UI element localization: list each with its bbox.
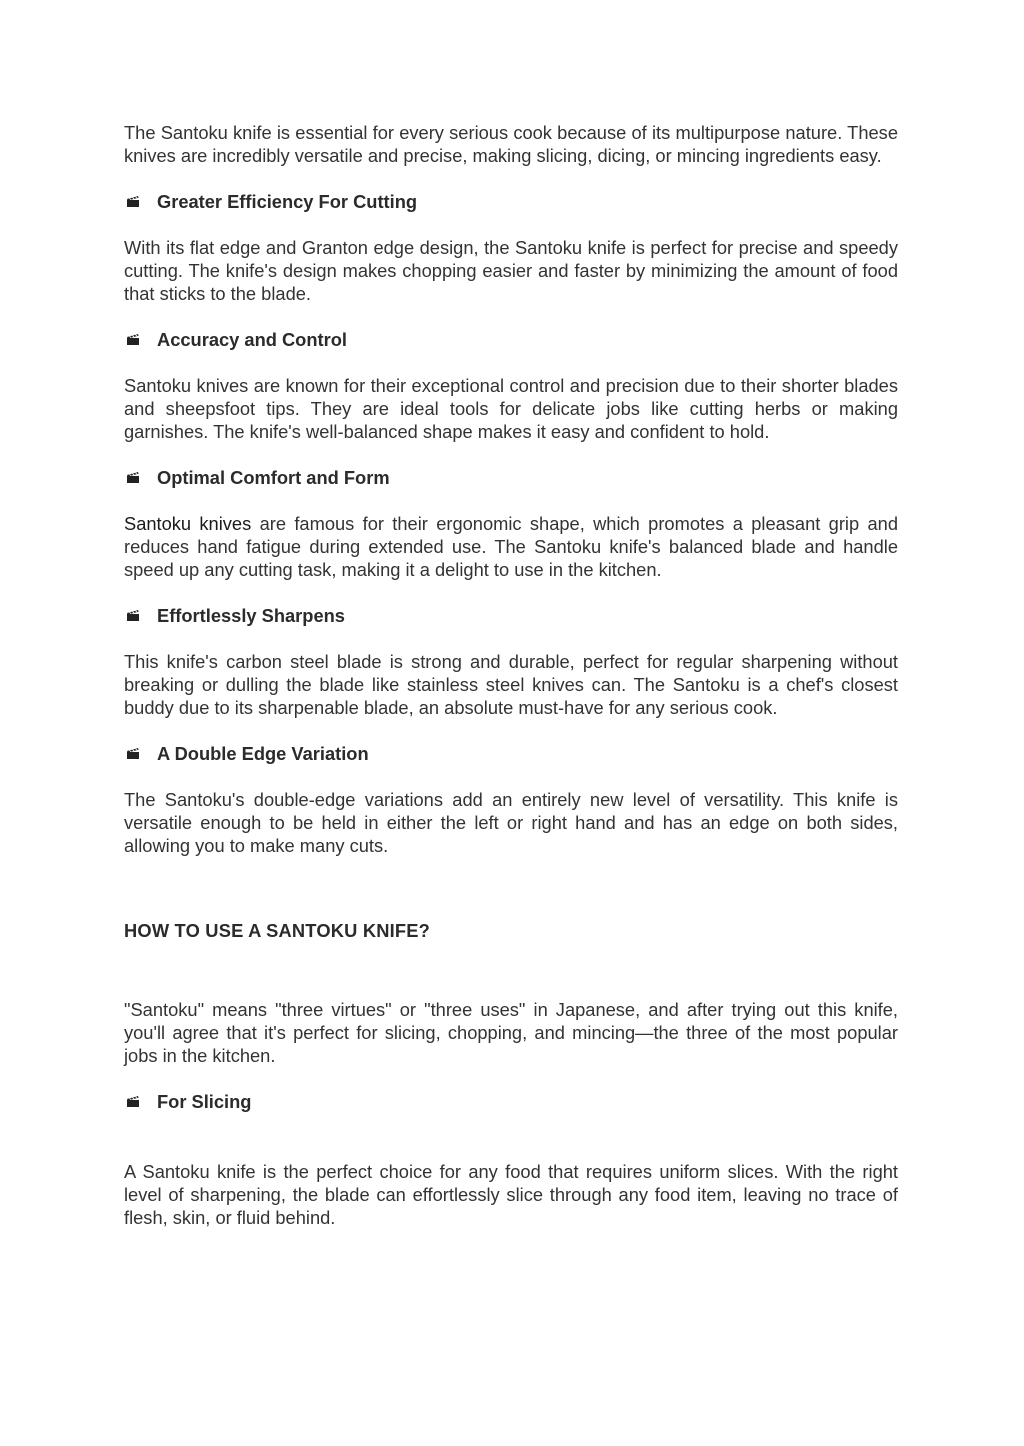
how-to-section-title: HOW TO USE A SANTOKU KNIFE? <box>124 920 431 941</box>
document-page <box>124 121 898 1229</box>
heading-label: For Slicing <box>157 1091 252 1112</box>
heading-double-edge <box>124 742 898 765</box>
clapperboard-icon <box>126 195 140 208</box>
clapperboard-icon <box>126 747 140 760</box>
paragraph-accuracy-control: Santoku knives are known for their exceptional control and precision due to their shorter blades and sheepsfoot tips. They are ideal tools for delicate jobs like cutting herbs or making garnishes. The knife's well-balanced shape makes it easy and confident to hold. <box>124 375 898 442</box>
clapperboard-icon <box>126 1095 140 1108</box>
heading-effortlessly-sharpens <box>124 604 898 627</box>
how-to-intro-paragraph: "Santoku" means "three virtues" or "three uses" in Japanese, and after trying out this knife, you'll agree that it's perfect for slicing, chopping, and mincing—the three of the most popular jobs in the kitchen. <box>124 999 898 1066</box>
paragraph-optimal-comfort <box>124 512 898 581</box>
paragraph-for-slicing: A Santoku knife is the perfect choice for any food that requires uniform slices. With the right level of sharpening, the blade can effortlessly slice through any food item, leaving no trace of flesh, skin, or fluid behind. <box>124 1161 898 1228</box>
heading-label: A Double Edge Variation <box>157 743 369 764</box>
heading-label: Effortlessly Sharpens <box>157 605 345 626</box>
heading-label: Greater Efficiency For Cutting <box>157 191 418 212</box>
paragraph-double-edge: The Santoku's double-edge variations add an entirely new level of versatility. This knife is versatile enough to be held in either the left or right hand and has an edge on both sides, allowing you to make many cuts. <box>124 789 898 856</box>
santoku-knives-link[interactable]: Santoku knives <box>124 513 252 534</box>
heading-label: Optimal Comfort and Form <box>157 467 390 488</box>
paragraph-effortlessly-sharpens: This knife's carbon steel blade is strong and durable, perfect for regular sharpening without breaking or dulling the blade like stainless steel knives can. The Santoku is a chef's closest buddy due to its sharpenable blade, an absolute must-have for any serious cook. <box>124 651 898 718</box>
clapperboard-icon <box>126 609 140 622</box>
heading-greater-efficiency <box>124 190 898 213</box>
heading-for-slicing <box>124 1090 898 1113</box>
heading-label: Accuracy and Control <box>157 329 347 350</box>
clapperboard-icon <box>126 471 140 484</box>
clapperboard-icon <box>126 333 140 346</box>
heading-accuracy-control <box>124 328 898 351</box>
intro-paragraph: The Santoku knife is essential for every serious cook because of its multipurpose nature. These knives are incredibly versatile and precise, making slicing, dicing, or mincing ingredients easy. <box>124 122 898 166</box>
paragraph-text: are famous for their ergonomic shape, which promotes a pleasant grip and reduces hand fatigue during extended use. The Santoku knife's balanced blade and handle speed up any cutting task, making it a delight to use in the kitchen. <box>124 513 898 580</box>
paragraph-greater-efficiency: With its flat edge and Granton edge design, the Santoku knife is perfect for precise and speedy cutting. The knife's design makes chopping easier and faster by minimizing the amount of food that sticks to the blade. <box>124 237 898 304</box>
heading-optimal-comfort <box>124 466 898 489</box>
